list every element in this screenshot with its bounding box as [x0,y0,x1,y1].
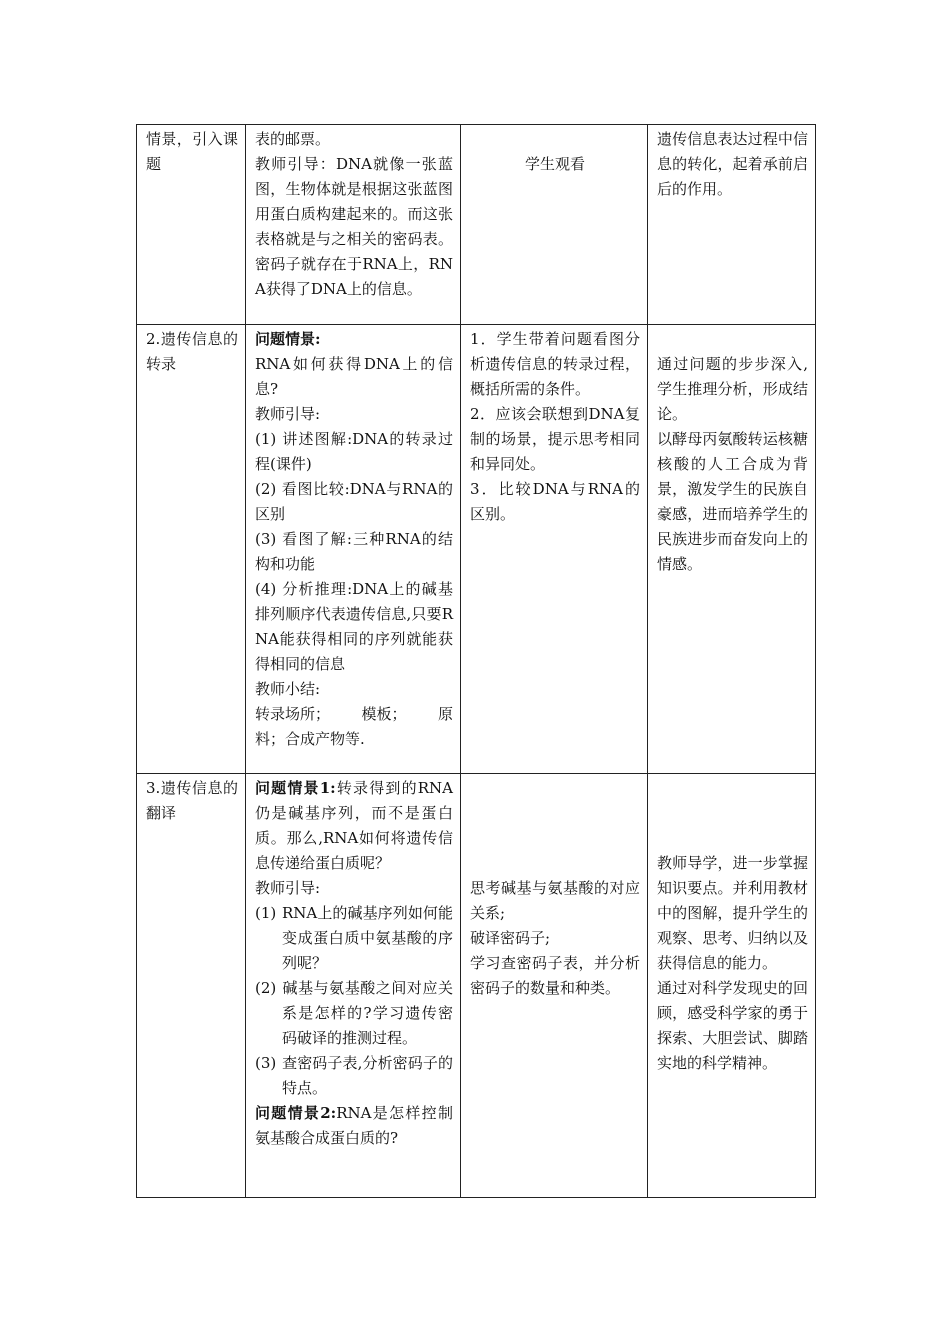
guide-text: 教师引导: [255,879,321,897]
question1-label: 问题情景1: [255,779,336,797]
purpose-cell [648,774,816,1198]
student-text: 破译密码子; [470,929,551,947]
list-text: RNA上的碱基序列如何能变成蛋白质中氨基酸的序列呢？ [282,904,453,972]
student-text: 3．比较DNA与RNA的区别。 [470,480,640,523]
question2-text: RNA是怎样控制氨基酸合成蛋白质的? [255,1104,453,1147]
activity-text: 教师引导: [255,405,321,423]
summary-part: 转录场所； [255,705,331,723]
stage-text: 3.遗传信息的翻译 [146,779,238,822]
summary-part: 原 [437,705,453,723]
student-cell [461,774,648,1198]
activity-text: RNA如何获得DNA上的信息? [255,355,453,398]
question2-paragraph [255,1101,453,1151]
stage-cell [137,774,246,1198]
summary-line [255,702,453,727]
list-item [255,1051,453,1101]
list-item [255,901,453,976]
lesson-plan-sheet [136,124,815,1198]
list-text: 查密码子表,分析密码子的特点。 [282,1054,453,1097]
purpose-text: 通过问题的步步深入,学生推理分析，形成结论。 [657,355,808,423]
purpose-text: 遗传信息表达过程中信息的转化，起着承前启后的作用。 [657,130,808,198]
activity-cell [246,125,461,325]
summary-part: 模板； [361,705,407,723]
stage-text: 2.遗传信息的转录 [146,330,238,373]
list-number: (2) [255,979,277,997]
stage-cell [137,325,246,774]
list-text: 碱基与氨基酸之间对应关系是怎样的?学习遗传密码破译的推测过程。 [282,979,453,1047]
purpose-text: 以酵母丙氨酸转运核糖核酸的人工合成为背景，激发学生的民族自豪感，进而培养学生的民族进步而奋发向上的情感。 [657,430,808,573]
activity-text: (2) 看图比较:DNA与RNA的区别 [255,480,453,523]
student-cell [461,325,648,774]
activity-cell [246,325,461,774]
activity-text: 教师小结: [255,680,321,698]
student-text: 2．应该会联想到DNA复制的场景，提示思考相同和异同处。 [470,405,640,473]
question-label: 问题情景: [255,330,321,348]
student-text: 思考碱基与氨基酸的对应关系; [470,879,640,922]
purpose-text: 教师导学，进一步掌握知识要点。并利用教材中的图解，提升学生的观察、思考、归纳以及获得信息的能力。 [657,854,808,972]
list-number: (1) [255,904,277,922]
table-row [137,774,816,1198]
activity-text: (4) 分析推理:DNA上的碱基排列顺序代表遗传信息,只要RNA能获得相同的序列就能获得相同的信息 [255,580,453,673]
stage-text: 情景，引入课题 [146,130,238,173]
student-text: 学习查密码子表，并分析密码子的数量和种类。 [470,954,640,997]
stage-cell [137,125,246,325]
purpose-text: 通过对科学发现史的回顾，感受科学家的勇于探索、大胆尝试、脚踏实地的科学精神。 [657,979,808,1072]
question1-paragraph [255,776,453,876]
summary-tail: 料；合成产物等. [255,730,365,748]
purpose-cell [648,125,816,325]
activity-text: 表的邮票。 [255,130,331,148]
list-item [255,976,453,1051]
student-text: 1．学生带着问题看图分析遗传信息的转录过程，概括所需的条件。 [470,330,640,398]
purpose-cell [648,325,816,774]
question1-text: 转录得到的RNA仍是碱基序列，而不是蛋白质。那么,RNA如何将遗传信息传递给蛋白质呢？ [255,779,453,872]
activity-text: (3) 看图了解:三种RNA的结构和功能 [255,530,453,573]
table-row [137,325,816,774]
list-number: (3) [255,1054,277,1072]
activity-cell [246,774,461,1198]
activity-text: 教师引导：DNA就像一张蓝图，生物体就是根据这张蓝图用蛋白质构建起来的。而这张表格就是与之相关的密码表。密码子就存在于RNA上，RNA获得了DNA上的信息。 [255,155,453,298]
lesson-plan-table [136,124,816,1198]
student-text: 学生观看 [524,155,585,173]
table-row [137,125,816,325]
student-cell [461,125,648,325]
question2-label: 问题情景2: [255,1104,337,1122]
activity-text: (1) 讲述图解:DNA的转录过程(课件) [255,430,453,473]
